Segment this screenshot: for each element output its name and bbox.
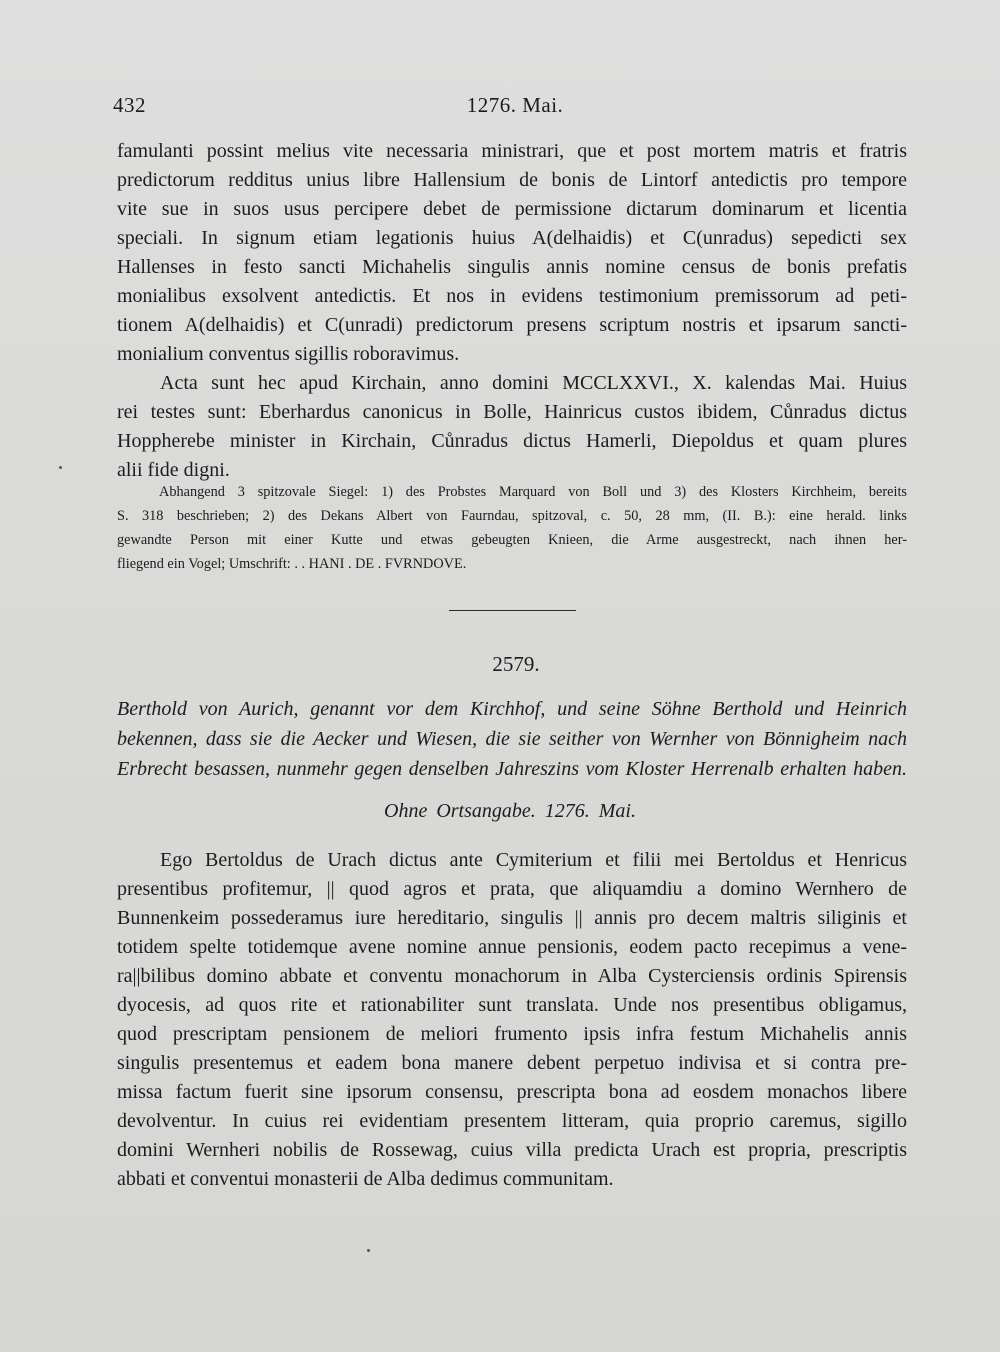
document-body — [117, 846, 907, 1194]
body-line: missa factum fuerit sine ipsorum consensu, prescripta bona ad eosdem monachos libere — [117, 1081, 907, 1103]
document-number: 2579. — [492, 652, 540, 676]
body-line: ra||bilibus domino abbate et conventu monachorum in Alba Cysterciensis ordinis Spirensis — [117, 965, 907, 987]
body-line: singulis presentemus et eadem bona manere debent perpetuo indivisa et si contra pre- — [117, 1052, 907, 1074]
running-head: 1276. Mai. — [466, 93, 564, 117]
text-line: Hoppherebe minister in Kirchain, Cůnradus dictus Hamerli, Diepoldus et quam plures — [117, 430, 907, 452]
summary-line: bekennen, dass sie die Aecker und Wiesen, die sie seither von Wernher von Bönnigheim nach — [117, 728, 907, 750]
body-line: dyocesis, ad quos rite et rationabiliter sunt translata. Unde nos presentibus obligamus, — [117, 994, 907, 1016]
page-number: 432 — [113, 93, 146, 117]
section-divider — [449, 610, 576, 611]
summary-line: Berthold von Aurich, genannt vor dem Kirchhof, und seine Söhne Berthold und Heinrich — [117, 698, 907, 720]
text-line: monialibus exsolvent antedictis. Et nos in evidens testimonium premissorum ad peti- — [117, 285, 907, 307]
body-line: domini Wernheri nobilis de Rossewag, cuius villa predicta Urach est propria, prescriptis — [117, 1139, 907, 1161]
body-line: devolventur. In cuius rei evidentiam presentem litteram, quia proprio caremus, sigillo — [117, 1110, 907, 1132]
document-summary — [117, 694, 907, 784]
seal-note — [117, 480, 907, 576]
text-line: monialium conventus sigillis roboravimus. — [117, 343, 460, 365]
text-line: rei testes sunt: Eberhardus canonicus in Bolle, Hainricus custos ibidem, Cůnradus dictus — [117, 401, 907, 423]
text-line: famulanti possint melius vite necessaria ministrari, que et post mortem matris et fratris — [117, 140, 907, 162]
body-line: quod prescriptam pensionem de meliori frumento ipsis infra festum Michahelis annis — [117, 1023, 907, 1045]
paper-speck — [367, 1249, 370, 1252]
body-line: totidem spelte totidemque avene nomine annue pensionis, eodem pacto recepimus a vene- — [117, 936, 907, 958]
text-line: tionem A(delhaidis) et C(unradi) predictorum presens scriptum nostris et ipsarum sancti- — [117, 314, 907, 336]
text-line: predictorum redditus unius libre Hallensium de bonis de Lintorf antedictis pro tempore — [117, 169, 907, 191]
text-line: speciali. In signum etiam legationis huius A(delhaidis) et C(unradus) sepedicti sex — [117, 227, 907, 249]
note-line: fliegend ein Vogel; Umschrift: . . HANI . DE . FVRNDOVE. — [117, 556, 467, 572]
body-line: Bunnenkeim possederamus iure hereditario, singulis || annis pro decem maltris siliginis et — [117, 907, 907, 929]
text-line: vite sue in suos usus percipere debet de permissione dictarum dominarum et licentia — [117, 198, 907, 220]
note-line: gewandte Person mit einer Kutte und etwas gebeugten Knieen, die Arme ausgestreckt, nach ihnen her- — [117, 532, 907, 548]
text-line: alii fide digni. — [117, 459, 230, 481]
note-line: Abhangend 3 spitzovale Siegel: 1) des Probstes Marquard von Boll und 3) des Klosters Kirchheim, bereits — [159, 484, 907, 500]
paper-speck — [59, 466, 62, 469]
summary-line: Erbrecht besassen, nunmehr gegen denselben Jahreszins vom Kloster Herrenalb erhalten haben. — [117, 758, 907, 780]
body-line: abbati et conventui monasterii de Alba dedimus communitam. — [117, 1168, 614, 1190]
body-line: presentibus profitemur, || quod agros et prata, que aliquamdiu a domino Wernhero de — [117, 878, 907, 900]
continuation-text — [117, 137, 907, 485]
text-line: Acta sunt hec apud Kirchain, anno domini MCCLXXVI., X. kalendas Mai. Huius — [160, 372, 907, 394]
body-line: Ego Bertoldus de Urach dictus ante Cymiterium et filii mei Bertoldus et Henricus — [160, 849, 907, 871]
text-line: Hallenses in festo sancti Michahelis singulis annis nomine census de bonis prefatis — [117, 256, 907, 278]
note-line: S. 318 beschrieben; 2) des Dekans Albert von Faurndau, spitzoval, c. 50, 28 mm, (II. B.): eine herald. links — [117, 508, 907, 524]
dateline: Ohne Ortsangabe. 1276. Mai. — [384, 800, 636, 822]
